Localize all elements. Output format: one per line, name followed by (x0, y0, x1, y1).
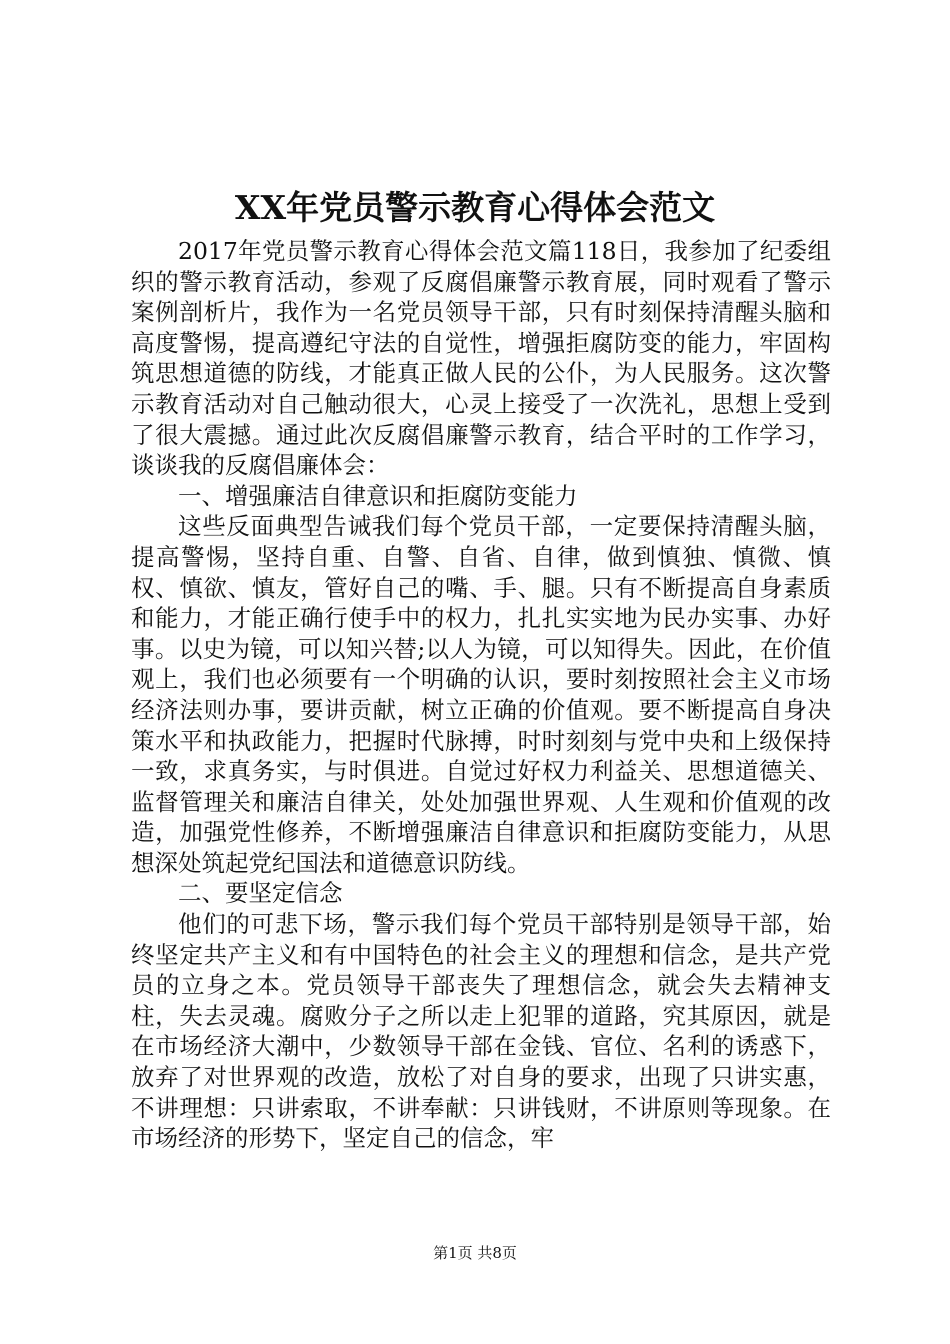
paragraph-section-1: 这些反面典型告诫我们每个党员干部，一定要保持清醒头脑，提高警惕，坚持自重、自警、自省、自律，做到慎独、慎微、慎权、慎欲、慎友，管好自己的嘴、手、腿。只有不断提高自身素质和能力，才能正确行使手中的权力，扎扎实实地为民办实事、办好事。以史为镜，可以知兴替;以人为镜，可以知得失。因此，在价值观上，我们也必须要有一个明确的认识，要时刻按照社会主义市场经济法则办事，要讲贡献，树立正确的价值观。要不断提高自身决策水平和执政能力，把握时代脉搏，时时刻刻与党中央和上级保持一致，求真务实，与时俱进。自觉过好权力利益关、思想道德关、监督管理关和廉洁自律关，处处加强世界观、人生观和价值观的改造，加强党性修养，不断增强廉洁自律意识和拒腐防变能力，从思想深处筑起党纪国法和道德意识防线。 (131, 512, 831, 877)
document-body (131, 236, 831, 1154)
paragraph-section-2: 他们的可悲下场，警示我们每个党员干部特别是领导干部，始终坚定共产主义和有中国特色的社会主义的理想和信念，是共产党员的立身之本。党员领导干部丧失了理想信念，就会失去精神支柱，失去灵魂。腐败分子之所以走上犯罪的道路，究其原因，就是在市场经济大潮中，少数领导干部在金钱、官位、名利的诱惑下，放弃了对世界观的改造，放松了对自身的要求，出现了只讲实惠，不讲理想：只讲索取，不讲奉献：只讲钱财，不讲原则等现象。在市场经济的形势下，坚定自己的信念，牢 (131, 910, 831, 1153)
document-title: XX年党员警示教育心得体会范文 (234, 188, 716, 227)
section-heading-1: 一、增强廉洁自律意识和拒腐防变能力 (178, 481, 578, 510)
page-number-footer: 第1页 共8页 (433, 1244, 517, 1262)
section-heading-2: 二、要坚定信念 (178, 879, 343, 908)
paragraph-intro: 2017年党员警示教育心得体会范文篇118日，我参加了纪委组织的警示教育活动，参观了反腐倡廉警示教育展，同时观看了警示案例剖析片，我作为一名党员领导干部，只有时刻保持清醒头脑和高度警惕，提高遵纪守法的自觉性，增强拒腐防变的能力，牢固构筑思想道德的防线，才能真正做人民的公仆，为人民服务。这次警示教育活动对自己触动很大，心灵上接受了一次洗礼，思想上受到了很大震撼。通过此次反腐倡廉警示教育，结合平时的工作学习，谈谈我的反腐倡廉体会： (131, 237, 831, 480)
